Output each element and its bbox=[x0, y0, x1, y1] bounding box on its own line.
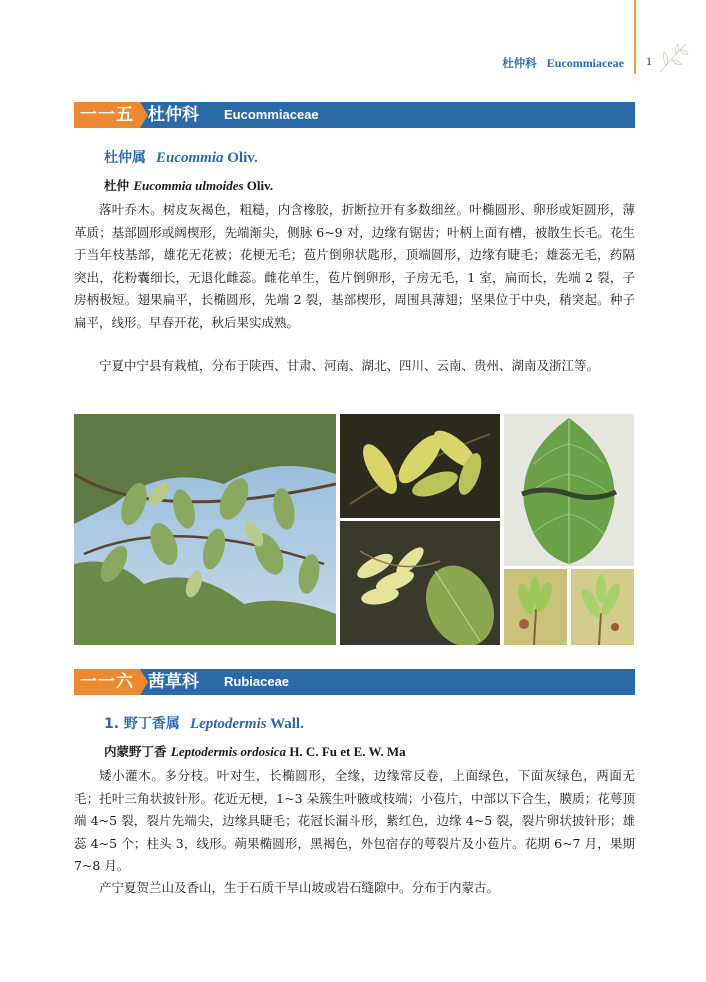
species-description: 落叶乔木。树皮灰褐色，粗糙，内含橡胶，折断拉开有多数细丝。叶椭圆形、卵形或矩圆形，薄革质；基部圆形或阔楔形，先端渐尖，侧脉 6~9 对，边缘有锯齿；叶柄上面有槽，被散生长毛。花生于当年枝基部，雄花无花被；花梗无毛；苞片倒卵状匙形，顶端圆形，边缘有睫毛；雄蕊无毛，药隔突出，花粉囊细长，无退化雌蕊。雌花单生，苞片倒卵形，子房无毛，1 室，扁而长，先端 2 裂，子房柄极短。翅果扁平，长椭圆形，先端 2 裂，基部楔形，周围具薄翅；坚果位于中央，稍突起。种子扁平，线形。早春开花，秋后果实成熟。 bbox=[74, 202, 635, 330]
header-rule bbox=[634, 0, 636, 74]
photo-tree-branch bbox=[74, 414, 336, 645]
family-name-latin: Rubiaceae bbox=[224, 674, 290, 689]
species-author: H. C. Fu et E. W. Ma bbox=[289, 744, 406, 759]
species-heading bbox=[104, 742, 406, 760]
family-number: 一一六 bbox=[74, 669, 140, 695]
species-distribution: 宁夏中宁县有栽植，分布于陕西、甘肃、河南、湖北、四川、云南、贵州、湖南及浙江等。 bbox=[99, 358, 600, 373]
genus-name-cn: 杜仲属 bbox=[104, 150, 146, 166]
genus-heading bbox=[104, 147, 258, 167]
running-title bbox=[502, 55, 624, 71]
photo-flower-bud-2 bbox=[571, 569, 634, 645]
species-name-cn: 杜仲 bbox=[104, 178, 130, 193]
leaf-decoration-icon bbox=[652, 38, 692, 78]
genus-name-latin: Eucommia bbox=[156, 150, 224, 166]
species-distribution: 产宁夏贺兰山及香山，生于石质干旱山坡或岩石缝隙中。分布于内蒙古。 bbox=[99, 880, 500, 895]
family-name-cn: 杜仲科 bbox=[148, 105, 199, 125]
genus-author: Oliv. bbox=[227, 150, 258, 166]
family-banner bbox=[74, 102, 635, 128]
family-name-cn: 茜草科 bbox=[148, 672, 199, 692]
family-name-latin: Eucommiaceae bbox=[224, 107, 319, 122]
photo-leaf-latex bbox=[504, 414, 634, 566]
photo-fruits bbox=[340, 521, 500, 645]
genus-name-latin: Leptodermis bbox=[189, 716, 267, 732]
family-banner bbox=[74, 669, 635, 695]
species-description: 矮小灌木。多分枝。叶对生，长椭圆形，全缘，边缘常反卷，上面绿色，下面灰绿色，两面无毛；托叶三角状披针形。花近无梗，1~3 朵簇生叶腋或枝端；小苞片，中部以下合生，膜质；花萼顶端 4~5 裂，裂片先端尖，边缘具睫毛；花冠长漏斗形，紫红色，边缘 4~5 裂，裂片卵状披针形；雄蕊 4~5 个；柱头 3，线形。蒴果椭圆形，黑褐色，外包宿存的萼裂片及小苞片。花期 6~7 月，果期 7~8 月。 bbox=[74, 768, 635, 874]
running-title-latin: Eucommiaceae bbox=[546, 56, 624, 70]
genus-heading bbox=[104, 713, 304, 733]
photo-flower-bud-1 bbox=[504, 569, 567, 645]
running-title-cn: 杜仲科 bbox=[502, 56, 537, 70]
genus-author: Wall. bbox=[270, 716, 304, 732]
species-name-cn: 内蒙野丁香 bbox=[104, 744, 167, 759]
species-author: Oliv. bbox=[246, 178, 274, 193]
genus-name-cn: 1. 野丁香属 bbox=[104, 716, 180, 732]
photo-yellow-leaves bbox=[340, 414, 500, 518]
species-name-latin: Eucommia ulmoides bbox=[133, 178, 244, 193]
species-name-latin: Leptodermis ordosica bbox=[170, 744, 287, 759]
family-number: 一一五 bbox=[74, 102, 140, 128]
page-number: 1 bbox=[646, 54, 652, 68]
species-heading bbox=[104, 176, 273, 194]
